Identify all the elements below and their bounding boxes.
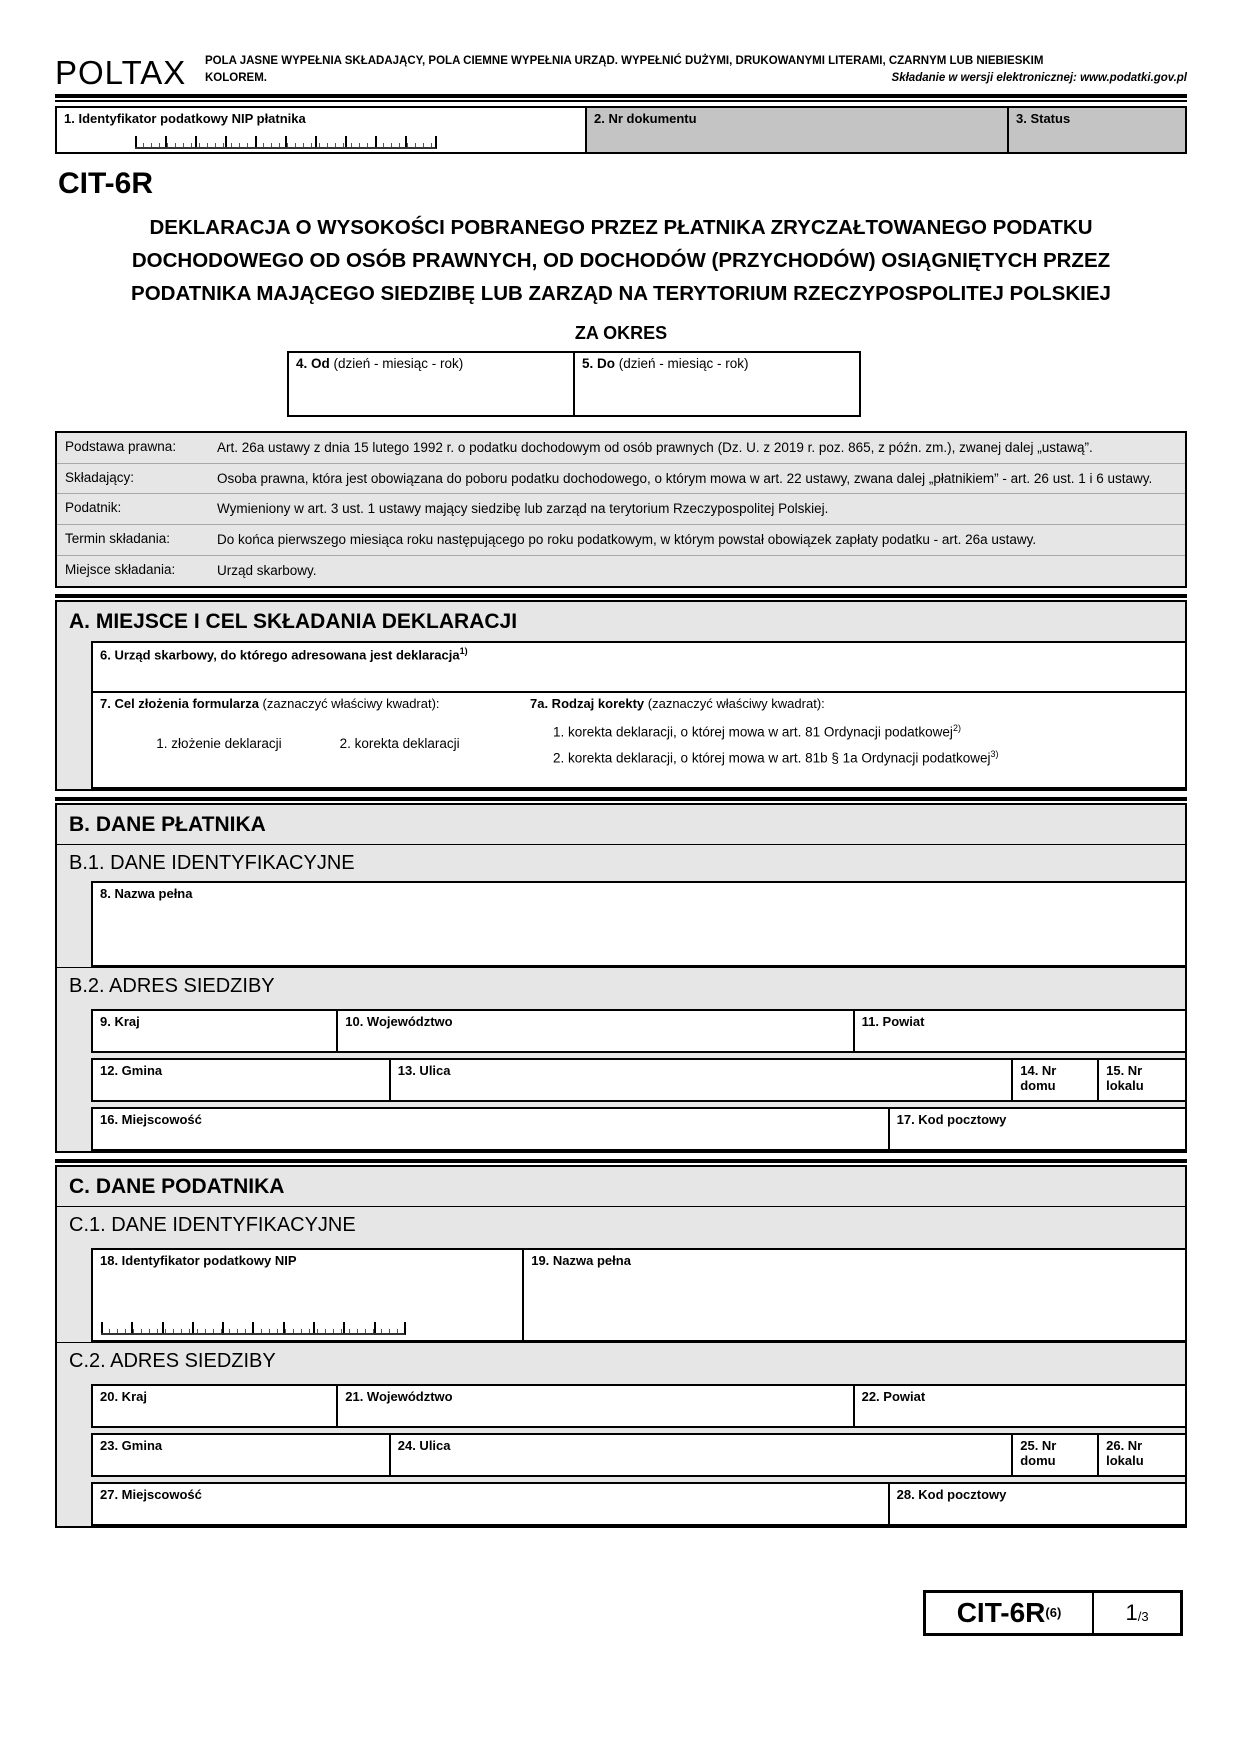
period-to-field[interactable] (573, 353, 859, 415)
section-c1-heading: C.1. DANE IDENTYFIKACYJNE (57, 1206, 1185, 1243)
address-row (91, 1384, 1185, 1428)
section-divider (55, 1159, 1187, 1163)
period-from-field[interactable] (289, 353, 573, 415)
nip-comb-input[interactable] (135, 136, 437, 149)
podatnik-ident-row (91, 1248, 1185, 1342)
kraj-field[interactable]: 9. Kraj (91, 1009, 338, 1053)
section-b1-heading: B.1. DANE IDENTYFIKACYJNE (57, 844, 1185, 881)
footer-page-number: 1 /3 (1125, 1600, 1149, 1626)
form-title: DEKLARACJA O WYSOKOŚCI POBRANEGO PRZEZ PŁATNIKA ZRYCZAŁTOWANEGO PODATKU DOCHODOWEGO OD OSÓB PRAWNYCH, OD DOCHODÓW (PRZYCHODÓW) OSIĄGNIĘTYCH PRZEZ PODATNIKA MAJĄCEGO SIEDZIBĘ LUB ZARZĄD NA TERYTORIUM RZECZYPOSPOLITEJ POLSKIEJ (131, 216, 1111, 306)
form-symbol: CIT-6R (58, 167, 154, 200)
legal-row-label: Miejsce składania: (65, 562, 176, 578)
ulica-field[interactable]: 13. Ulica (391, 1058, 1013, 1102)
legal-row-skladajacy (57, 463, 1185, 494)
poltax-logo: POLTAX (55, 54, 187, 91)
period-to-hint: (dzień - miesiąc - rok) (618, 355, 749, 371)
option-zlozenie-deklaracji[interactable]: 1. złożenie deklaracji (156, 736, 282, 752)
cel-zlozenia-label: 7. Cel złożenia formularza (zaznaczyć właściwy kwadrat): (100, 696, 440, 712)
page-header (55, 48, 1187, 92)
period-from-hint: (dzień - miesiąc - rok) (333, 355, 464, 371)
legal-row-label: Podatnik: (65, 500, 122, 516)
nr-lokalu-field[interactable]: 15. Nr lokalu (1099, 1058, 1185, 1102)
option-korekta-art-81b[interactable]: 2. korekta deklaracji, o której mowa w art. 81b § 1a Ordynacji podatkowej$^{3)}$ (553, 748, 999, 766)
status-field (1007, 108, 1185, 152)
powiat-field[interactable]: 11. Powiat (855, 1009, 1185, 1053)
cel-zlozenia-field (91, 693, 523, 789)
nip-platnika-field[interactable] (57, 108, 585, 152)
cel-korekta-row (91, 693, 1185, 789)
period-to-label: 5. Do (582, 355, 616, 371)
legal-row-text: Urząd skarbowy. (217, 563, 317, 579)
legal-row-miejsce (57, 555, 1185, 586)
legal-row-text: Wymieniony w art. 3 ust. 1 ustawy mający siedzibę lub zarząd na terytorium Rzeczypospolitej Polskiej. (217, 501, 829, 517)
efiling-note: Składanie w wersji elektronicznej: www.podatki.gov.pl (891, 72, 1187, 85)
fill-instructions-line1: POLA JASNE WYPEŁNIA SKŁADAJĄCY, POLA CIEMNE WYPEŁNIA URZĄD. WYPEŁNIĆ DUŻYMI, DRUKOWANYMI LITERAMI, CZARNYM LUB NIEBIESKIM (205, 55, 1044, 67)
legal-row-label: Składający: (65, 469, 135, 485)
nazwa-pelna-podatnika-field[interactable]: 19. Nazwa pełna (524, 1248, 1185, 1342)
section-c (55, 1165, 1187, 1528)
nip-platnika-label: 1. Identyfikator podatkowy NIP płatnika (64, 111, 306, 126)
urzad-skarbowy-label: 6. Urząd skarbowy, do którego adresowana jest deklaracja$^{1)}$ (100, 646, 468, 663)
kod-pocztowy-field[interactable]: 17. Kod pocztowy (890, 1107, 1185, 1151)
address-row (91, 1482, 1185, 1526)
nr-dokumentu-field (585, 108, 1007, 152)
ulica-field[interactable]: 24. Ulica (391, 1433, 1013, 1477)
gmina-field[interactable]: 23. Gmina (91, 1433, 391, 1477)
form-page (55, 48, 1187, 1636)
section-b (55, 803, 1187, 1153)
status-label: 3. Status (1016, 111, 1071, 126)
period-heading: ZA OKRES (574, 322, 668, 343)
nr-domu-field[interactable]: 14. Nr domu (1013, 1058, 1099, 1102)
section-divider (55, 594, 1187, 598)
urzad-skarbowy-field[interactable] (91, 641, 1185, 693)
legal-row-text: Osoba prawna, która jest obowiązana do poboru podatku dochodowego, o którym mowa w art. 22 ustawy, zwana dalej „płatnikiem” - art. 26 ust. 1 i 6 ustawy. (217, 470, 1153, 486)
nr-domu-field[interactable]: 25. Nr domu (1013, 1433, 1099, 1477)
legal-row-text: Art. 26a ustawy z dnia 15 lutego 1992 r. o podatku dochodowym od osób prawnych (Dz. U. z 2019 r. poz. 865, z późn. zm.), zwanej dalej „ustawą”. (217, 439, 1093, 455)
header-divider (55, 94, 1187, 102)
footer-form-code: CIT-6R (6) (926, 1593, 1094, 1633)
address-row (91, 1058, 1185, 1102)
rodzaj-korekty-field (523, 693, 1185, 789)
address-row (91, 1009, 1185, 1053)
legal-row-podstawa (57, 433, 1185, 463)
legal-row-label: Podstawa prawna: (65, 438, 177, 454)
top-fields-row (55, 106, 1187, 154)
nip-comb-input[interactable] (101, 1322, 406, 1335)
legal-info-table (55, 431, 1187, 588)
option-korekta-deklaracji[interactable]: 2. korekta deklaracji (339, 736, 460, 752)
section-a (55, 600, 1187, 791)
address-row (91, 1107, 1185, 1151)
legal-row-label: Termin składania: (65, 531, 171, 547)
powiat-field[interactable]: 22. Powiat (855, 1384, 1185, 1428)
nazwa-pelna-label: 8. Nazwa pełna (100, 886, 193, 902)
kraj-field[interactable]: 20. Kraj (91, 1384, 338, 1428)
wojewodztwo-field[interactable]: 21. Województwo (338, 1384, 854, 1428)
section-b-heading: B. DANE PŁATNIKA (69, 813, 266, 837)
gmina-field[interactable]: 12. Gmina (91, 1058, 391, 1102)
section-divider (55, 797, 1187, 801)
fill-instructions-line2: KOLOREM. (205, 72, 267, 85)
page-footer-box (923, 1590, 1183, 1636)
address-row (91, 1433, 1185, 1477)
section-c-heading: C. DANE PODATNIKA (69, 1175, 285, 1199)
kod-pocztowy-field[interactable]: 28. Kod pocztowy (890, 1482, 1185, 1526)
nazwa-pelna-platnika-field[interactable] (91, 881, 1185, 967)
nip-podatnika-field[interactable] (91, 1248, 524, 1342)
nr-lokalu-field[interactable]: 26. Nr lokalu (1099, 1433, 1185, 1477)
miejscowosc-field[interactable]: 16. Miejscowość (91, 1107, 890, 1151)
section-c2-heading: C.2. ADRES SIEDZIBY (57, 1342, 1185, 1379)
fill-instructions (205, 48, 1187, 88)
miejscowosc-field[interactable]: 27. Miejscowość (91, 1482, 890, 1526)
nip-podatnika-label: 18. Identyfikator podatkowy NIP (100, 1253, 297, 1269)
rodzaj-korekty-label: 7a. Rodzaj korekty (zaznaczyć właściwy kwadrat): (530, 696, 825, 712)
period-box (287, 351, 861, 417)
legal-row-termin (57, 524, 1185, 555)
section-a-heading: A. MIEJSCE I CEL SKŁADANIA DEKLARACJI (69, 610, 518, 634)
legal-row-text: Do końca pierwszego miesiąca roku następującego po roku podatkowym, w którym powstał obowiązek zapłaty podatku - art. 26a ustawy. (217, 532, 1037, 548)
option-korekta-art-81[interactable]: 1. korekta deklaracji, o której mowa w art. 81 Ordynacji podatkowej$^{2)}$ (553, 723, 961, 740)
wojewodztwo-field[interactable]: 10. Województwo (338, 1009, 854, 1053)
nr-dokumentu-label: 2. Nr dokumentu (594, 111, 697, 126)
period-from-label: 4. Od (296, 355, 330, 371)
legal-row-podatnik (57, 493, 1185, 524)
section-b2-heading: B.2. ADRES SIEDZIBY (57, 967, 1185, 1004)
